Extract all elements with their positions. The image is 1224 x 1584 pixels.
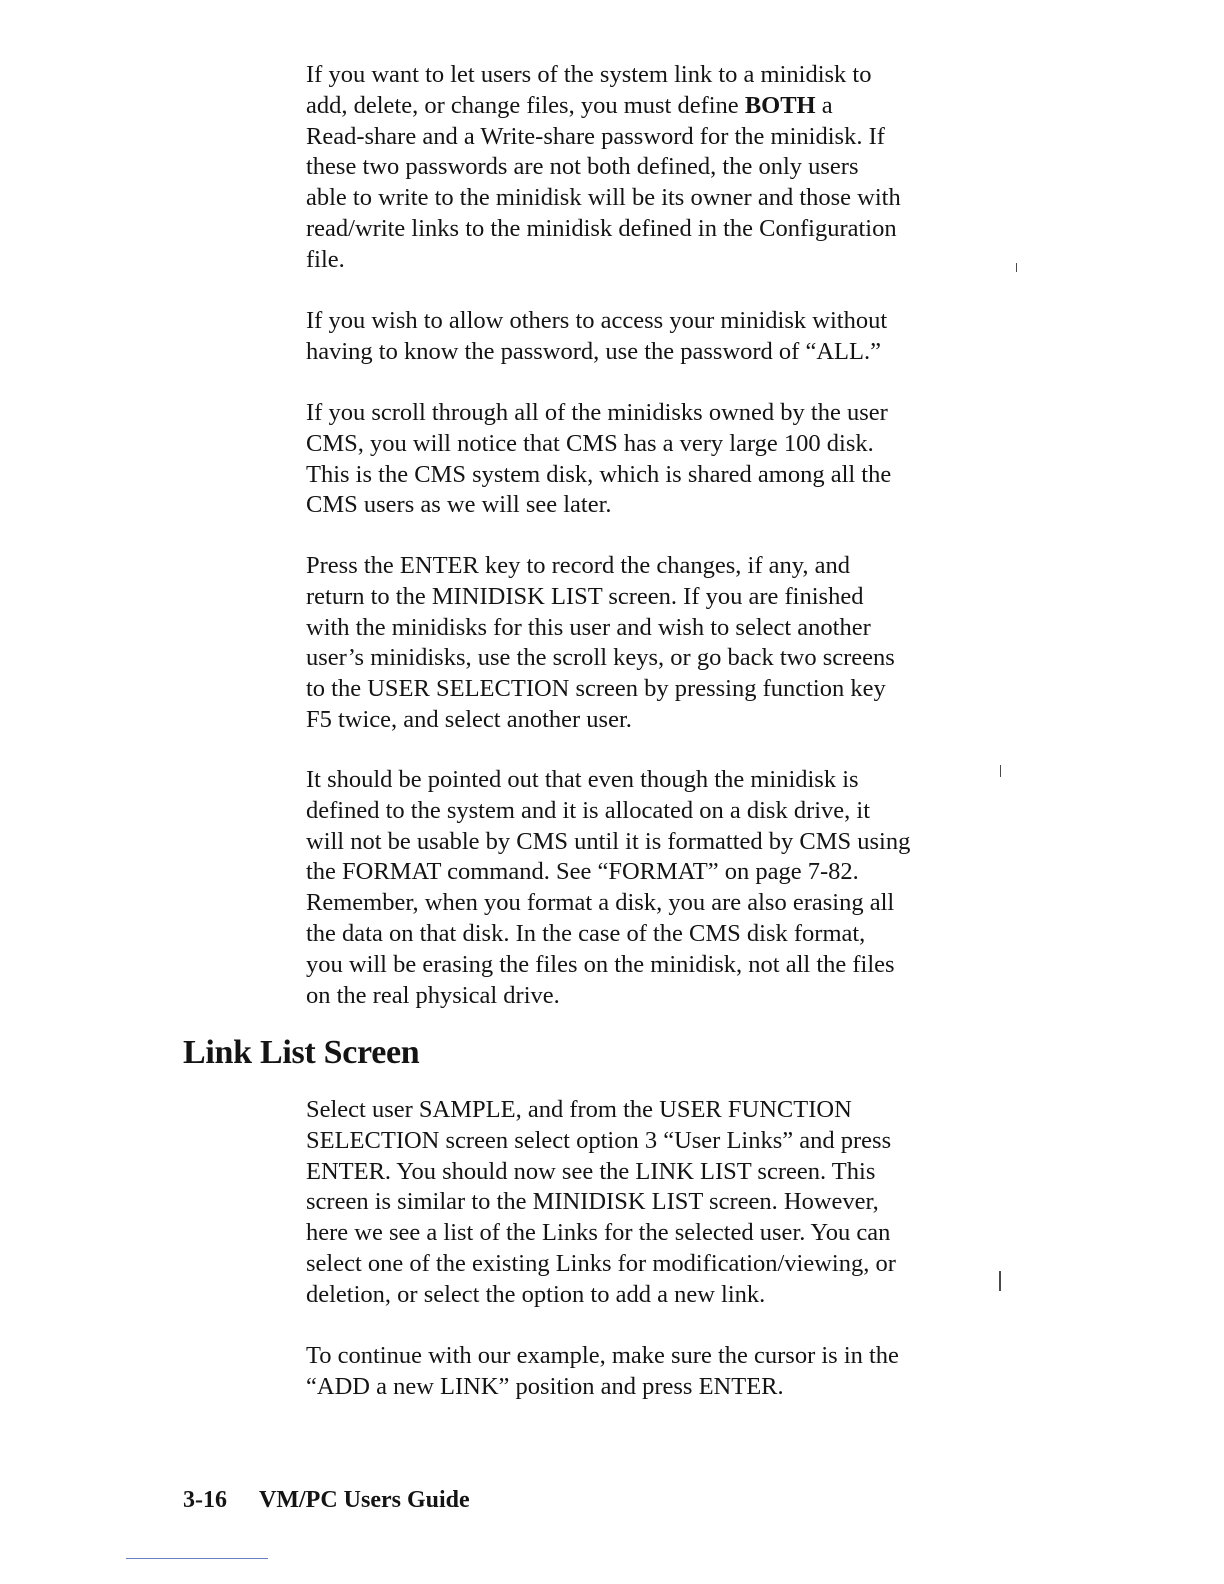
text-line: F5 twice, and select another user.	[306, 705, 632, 733]
text-line: screen is similar to the MINIDISK LIST screen. However,	[306, 1188, 879, 1216]
text-line: defined to the system and it is allocated on a disk drive, it	[306, 796, 871, 824]
text-line: the data on that disk. In the case of the CMS disk format,	[306, 919, 866, 947]
paragraph-link-list-intro	[306, 1095, 996, 1311]
text-line: If you wish to allow others to access your minidisk without	[306, 307, 888, 334]
text-line: you will be erasing the files on the minidisk, not all the files	[306, 950, 895, 978]
text-line: Read-share and a Write-share password for the minidisk. If	[306, 122, 885, 150]
text-line: read/write links to the minidisk defined in the Configuration	[306, 214, 897, 242]
text-run: a	[815, 91, 833, 119]
text-line: the FORMAT command. See “FORMAT” on page 7-82.	[306, 858, 859, 886]
text-line: here we see a list of the Links for the selected user. You can	[306, 1219, 891, 1247]
text-line: return to the MINIDISK LIST screen. If you are finished	[306, 582, 864, 610]
text-line: file.	[306, 245, 345, 273]
text-line: “ADD a new LINK” position and press ENTER.	[306, 1372, 784, 1400]
revision-mark	[1000, 765, 1001, 777]
text-line: having to know the password, use the password of “ALL.”	[306, 337, 881, 365]
paragraph-press-enter	[306, 551, 996, 736]
text-line: It should be pointed out that even though the minidisk is	[306, 766, 859, 793]
page-number: 3-16	[183, 1487, 227, 1513]
text-line: SELECTION screen select option 3 “User Links” and press	[306, 1126, 892, 1154]
text-line: This is the CMS system disk, which is shared among all the	[306, 460, 892, 488]
emphasis-both: BOTH	[744, 91, 816, 119]
text-line: ENTER. You should now see the LINK LIST screen. This	[306, 1157, 876, 1185]
text-line: Select user SAMPLE, and from the USER FUNCTION	[306, 1096, 852, 1123]
text-line: on the real physical drive.	[306, 981, 560, 1009]
text-line: will not be usable by CMS until it is formatted by CMS using	[306, 827, 911, 855]
text-line: to the USER SELECTION screen by pressing function key	[306, 675, 886, 703]
revision-mark	[1016, 263, 1017, 272]
text-line: To continue with our example, make sure the cursor is in the	[306, 1342, 899, 1369]
text-line: select one of the existing Links for modification/viewing, or	[306, 1249, 896, 1277]
scan-edge-line	[126, 1558, 268, 1559]
paragraph-password-all	[306, 306, 996, 368]
text-line: deletion, or select the option to add a new link.	[306, 1280, 766, 1308]
paragraph-write-share-password	[306, 60, 996, 276]
paragraph-add-new-link	[306, 1341, 996, 1403]
text-line: with the minidisks for this user and wish to select another	[306, 613, 871, 641]
text-line: user’s minidisks, use the scroll keys, or go back two screens	[306, 644, 895, 672]
text-line: CMS, you will notice that CMS has a very large 100 disk.	[306, 429, 874, 457]
page-footer	[183, 1485, 470, 1515]
book-title: VM/PC Users Guide	[259, 1487, 470, 1513]
text-line: able to write to the minidisk will be its owner and those with	[306, 184, 901, 212]
paragraph-format-command	[306, 765, 996, 1011]
text-line: CMS users as we will see later.	[306, 491, 612, 519]
text-run: add, delete, or change files, you must define	[306, 91, 745, 119]
section-heading: Link List Screen	[183, 1034, 420, 1071]
text-line: Remember, when you format a disk, you are also erasing all	[306, 889, 895, 917]
text-line: If you scroll through all of the minidisks owned by the user	[306, 399, 888, 426]
text-line: If you want to let users of the system link to a minidisk to	[306, 61, 872, 88]
revision-mark	[999, 1271, 1001, 1291]
text-line	[306, 91, 996, 122]
text-line: these two passwords are not both defined, the only users	[306, 153, 859, 181]
text-line: Press the ENTER key to record the changes, if any, and	[306, 552, 851, 579]
paragraph-cms-system-disk	[306, 398, 996, 521]
